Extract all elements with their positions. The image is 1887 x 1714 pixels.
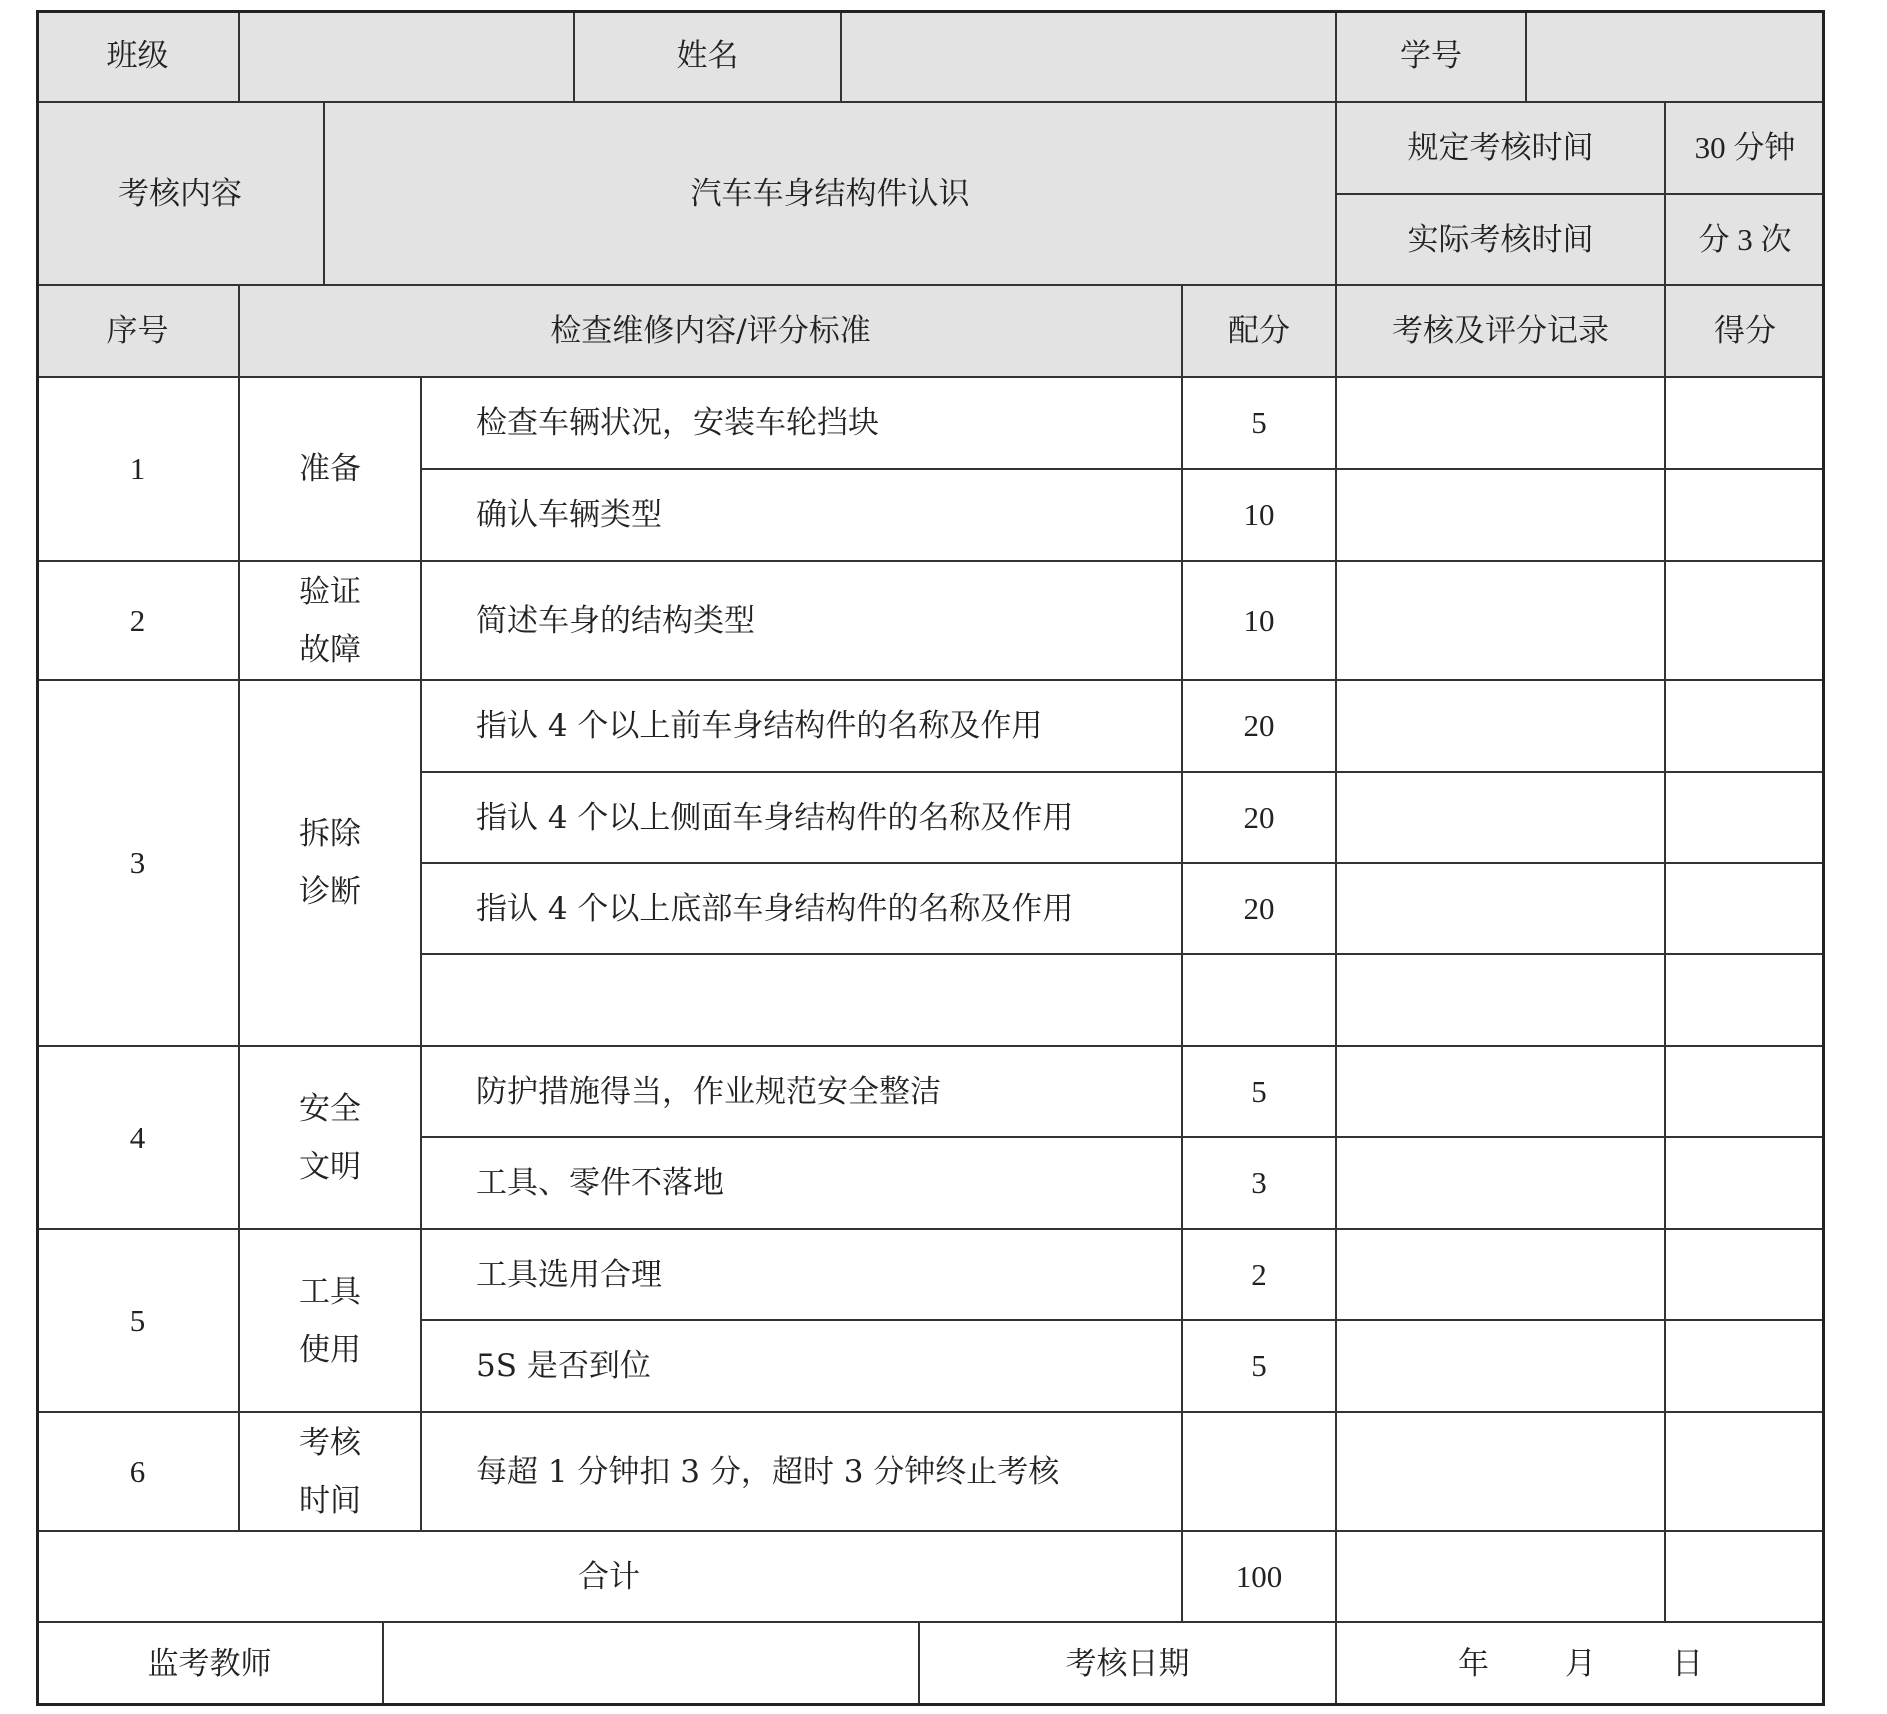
- date-year: 年: [1458, 1646, 1489, 1682]
- criteria-item: 指认 4 个以上前车身结构件的名称及作用: [476, 708, 1043, 744]
- criteria-points: 20: [1243, 799, 1275, 835]
- criteria-item: 工具选用合理: [476, 1256, 662, 1293]
- class-label: 班级: [106, 38, 169, 74]
- column-header-record: 考核及评分记录: [1392, 313, 1609, 349]
- group-category-line1: 安全: [299, 1090, 361, 1127]
- content-label: 考核内容: [118, 175, 242, 212]
- criteria-item: 确认车辆类型: [476, 497, 662, 533]
- criteria-points: 5: [1251, 1348, 1267, 1383]
- criteria-item: 检查车辆状况，安装车轮挡块: [476, 405, 879, 441]
- criteria-points: 20: [1243, 890, 1275, 926]
- column-header-score: 得分: [1714, 313, 1776, 349]
- group-category-line1: 准备: [299, 451, 361, 487]
- criteria-points: 5: [1251, 405, 1267, 440]
- group-category: [239, 1046, 421, 1229]
- group-category-line1: 拆除: [299, 816, 361, 852]
- group-seq: 5: [129, 1302, 146, 1338]
- planned-time-value: 30 分钟: [1694, 130, 1796, 165]
- group-category-line1: 验证: [299, 573, 361, 610]
- student-id-field[interactable]: [1526, 10, 1825, 102]
- group-category-line2: 时间: [299, 1482, 361, 1519]
- criteria-item: 指认 4 个以上底部车身结构件的名称及作用: [476, 890, 1074, 927]
- actual-time-value[interactable]: 分 3 次: [1698, 221, 1792, 257]
- criteria-item: 工具、零件不落地: [476, 1165, 724, 1201]
- group-category-line1: 考核: [299, 1424, 361, 1461]
- criteria-item: 每超 1 分钟扣 3 分，超时 3 分钟终止考核: [476, 1453, 1060, 1490]
- criteria-points: 5: [1251, 1073, 1267, 1109]
- criteria-item: 5S 是否到位: [476, 1348, 651, 1384]
- column-header-seq: 序号: [106, 313, 169, 349]
- column-header-points: 配分: [1228, 313, 1290, 349]
- planned-time-label: 规定考核时间: [1407, 130, 1594, 166]
- group-category: [239, 1229, 421, 1412]
- group-seq: 4: [129, 1119, 146, 1155]
- group-category-line1: 工具: [299, 1273, 361, 1310]
- examiner-field[interactable]: [383, 1622, 919, 1706]
- group-category: [239, 1412, 421, 1531]
- name-field[interactable]: [841, 10, 1336, 102]
- group-seq: 1: [129, 451, 146, 486]
- criteria-points: [1182, 1412, 1336, 1531]
- criteria-points: [1182, 954, 1336, 1046]
- date-field[interactable]: [1336, 1622, 1825, 1706]
- group-category-line2: 使用: [299, 1331, 361, 1368]
- group-category-line2: 诊断: [299, 874, 361, 910]
- actual-time-label: 实际考核时间: [1407, 221, 1594, 258]
- group-seq: 6: [129, 1453, 146, 1489]
- group-category: [239, 377, 421, 561]
- group-category: [239, 561, 421, 680]
- group-category-line2: 文明: [299, 1148, 361, 1185]
- column-header-criteria: 检查维修内容/评分标准: [550, 313, 871, 349]
- date-day: 日: [1672, 1646, 1703, 1682]
- class-field[interactable]: [239, 10, 574, 102]
- criteria-points: 10: [1243, 602, 1275, 638]
- group-category-line2: 故障: [299, 631, 361, 668]
- name-label: 姓名: [676, 38, 739, 74]
- group-seq: 3: [129, 845, 146, 880]
- group-category: [239, 680, 421, 1046]
- date-month: 月: [1565, 1646, 1596, 1682]
- criteria-item: 防护措施得当，作业规范安全整洁: [476, 1073, 941, 1110]
- criteria-points: 2: [1251, 1256, 1267, 1292]
- group-seq: 2: [129, 602, 146, 638]
- total-label: 合计: [578, 1558, 640, 1595]
- criteria-item: [421, 954, 1182, 1046]
- criteria-points: 10: [1243, 497, 1275, 532]
- date-label: 考核日期: [1065, 1646, 1190, 1682]
- content-value: 汽车车身结构件认识: [690, 175, 970, 212]
- examiner-label: 监考教师: [147, 1646, 272, 1682]
- criteria-item: 简述车身的结构类型: [476, 602, 755, 639]
- criteria-points: 20: [1243, 708, 1275, 743]
- criteria-points: 3: [1251, 1165, 1267, 1200]
- assessment-form: [36, 10, 1825, 1706]
- criteria-item: 指认 4 个以上侧面车身结构件的名称及作用: [476, 799, 1074, 836]
- total-points: 100: [1235, 1558, 1283, 1594]
- student-id-label: 学号: [1400, 38, 1462, 74]
